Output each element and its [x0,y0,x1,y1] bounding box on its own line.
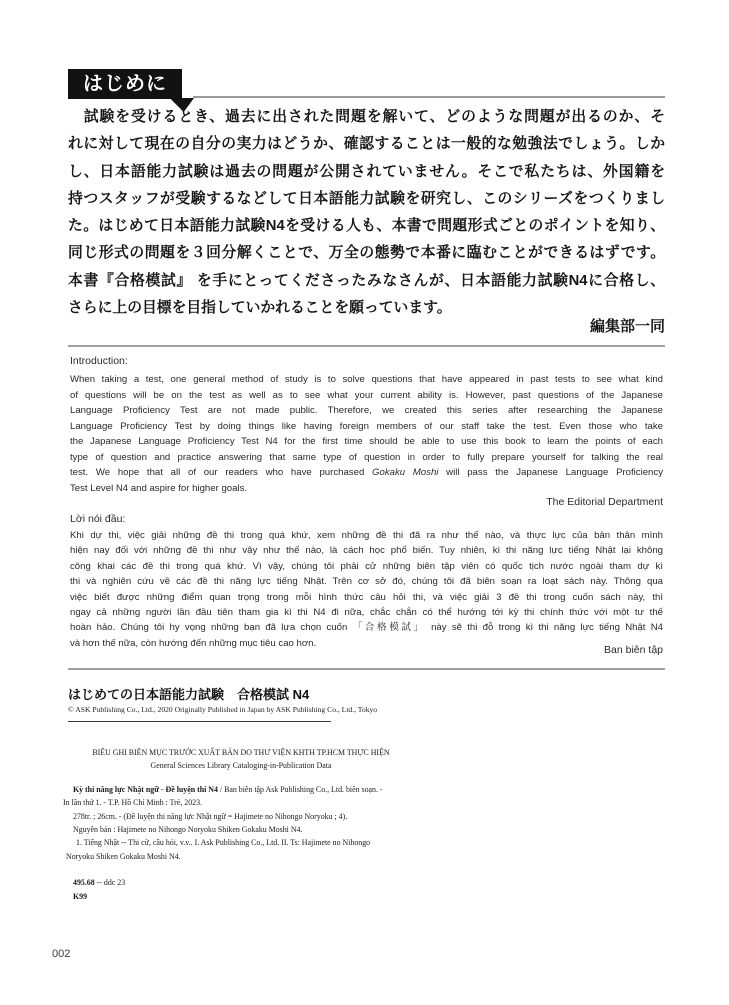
section-heading-badge [68,69,182,99]
vietnamese-intro-paragraph [70,528,663,651]
cip-entry-line: 1. Tiếng Nhật -- Thi cử, câu hỏi, v.v.. I. Ask Publishing Co., Ltd. II. Ts: Hajimete no Nihongo [76,838,371,848]
vietnamese-line: và hơn thế nữa, còn hướng đến những mục tiêu cao hơn. [70,637,317,649]
english-line: the Japanese Language Proficiency Test N4 for the first time should be able to use this book to learn the points of each [70,436,663,447]
english-line-with-italic [70,465,663,481]
cip-ddc-number: 495.68 [73,878,95,888]
cip-block [63,746,419,903]
vietnamese-line: hiện nay đối với những đề thi như vậy như thế nào, là cách học phổ biến. Tuy nhiên, kì thi năng lực tiếng Nhật lại không [70,545,663,557]
english-line-post: will pass the Japanese Language Proficiency [438,467,663,478]
vietnamese-line: việc biết được những điểm quan trọng trong mỗi hình thức câu hỏi thi, và việc giải 3 đề thi trong cuốn sách này, thì [70,591,663,603]
japanese-signature: 編集部一同 [589,318,665,335]
cip-entry-line: 278tr. ; 26cm. - (Đề luyện thi năng lực Nhật ngữ = Hajimete no Nihongo Noryoku ; 4). [73,811,348,821]
cip-entry-line: Nguyên bản : Hajimete no Nihongo Noryoku Shiken Gokaku Moshi N4. [73,825,303,835]
cip-entry-line: In lần thứ 1. - T.P. Hồ Chí Minh : Trẻ, 2023. [63,798,203,808]
cip-title-bold: Kỳ thi năng lực Nhật ngữ - Đề luyện thi N4 [73,784,218,794]
cip-ddc-line [63,876,419,889]
heading-rule [193,96,665,98]
japanese-line: た。はじめて日本語能力試験N4を受ける人も、本書で問題形式ごとのポイントを知り、 [68,218,665,235]
vietnamese-line: Khi dự thi, việc giải những đề thi trong quá khứ, xem những đề thi đã ra như thế nào, và thực lực của bản thân mình [70,530,663,541]
cip-heading-english: General Sciences Library Cataloging-in-Publication Data [150,761,332,771]
english-line: When taking a test, one general method of study is to solve questions that have appeared in past tests to see what kind [70,374,663,385]
japanese-line: 本書『合格模試』 を手にとってくださったみなさんが、日本語能力試験N4に合格し、 [68,272,665,289]
english-line-pre: test. We hope that all of our readers who have purchased [70,467,373,478]
english-heading: Introduction: [70,355,128,367]
cip-title-rest: / Ban biên tập Ask Publishing Co., Ltd. biên soạn. - [217,784,383,794]
english-line: Language Proficiency Test are not made public. Therefore, we created this series after researching the Japanese [70,405,663,416]
japanese-line: さらに上の目標を目指していかれることを願っています。 [68,300,452,317]
english-line: Language Proficiency Test by doing things like having foreign members of our staff take the test. Even those who take [70,420,663,432]
section-divider [68,345,665,347]
cip-heading-vietnamese: BIỂU GHI BIÊN MỤC TRƯỚC XUẤT BẢN DO THƯ VIỆN KHTH TP.HCM THỰC HIỆN [92,748,390,757]
section-divider [68,668,665,670]
english-line: type of question and practice answering that same type of question in order to fully prepare yourself for talking the real [70,451,663,463]
english-intro-paragraph [70,372,663,496]
japanese-line: れに対して現在の自分の実力はどうか、確認することは一般的な勉強法でしょう。しか [68,136,665,153]
book-title-italic: Gokaku Moshi [372,467,439,478]
cip-entry-title [63,783,419,796]
book-title: はじめての日本語能力試験 合格模試 N4 [68,687,310,702]
japanese-line: 持つスタッフが受験するなどして日本語能力試験を研究し、このシリーズをつくりまし [68,190,665,207]
copyright-underline [68,721,331,722]
japanese-line: 同じ形式の問題を３回分解くことで、万全の態勢で本番に臨むことができるはずです。 [68,245,665,262]
vietnamese-line: ngay cả những người lần đầu tiên tham gia kì thi N4 đi nữa, chắc chắn có thể hướng tới kỳ thi chính thức với một tư thế [70,606,663,618]
vietnamese-line: công khai các đề thi trong quá khứ. Vì vậy, chúng tôi phải cử những biên tập viên có quốc tịch nước ngoài tham dự kì [70,560,663,572]
japanese-intro-paragraph [68,104,665,322]
page-number: 002 [52,948,71,960]
cip-cutter-number: K99 [73,891,88,901]
english-line: of questions will be on the test as well as to see what your current ability is. However, past questions of the Japanese [70,389,663,401]
cip-spacer [63,863,419,876]
japanese-line: 試験を受けるとき、過去に出された問題を解いて、どのような問題が出るのか、そ [68,109,665,125]
section-heading-text: はじめに [83,73,167,95]
cip-spacer [63,773,419,783]
vietnamese-heading: Lời nói đầu: [70,513,126,525]
copyright-notice: © ASK Publishing Co., Ltd., 2020 Originally Published in Japan by ASK Publishing Co., Ltd., Tokyo [68,705,378,714]
vietnamese-line: thi và nghiên cứu về các đề thi năng lực tiếng Nhật. Trên cơ sở đó, chúng tôi đã biên soạn ra loạt sách này. Thông qua [70,576,663,588]
vietnamese-signature: Ban biên tập [604,644,663,656]
vietnamese-line: hoàn hảo. Chúng tôi hy vọng những bạn đã lựa chọn cuốn 「合格模試」 này sẽ thi đỗ trong kì thi năng lực tiếng Nhật N4 [70,622,663,634]
cip-entry-line: Noryoku Shiken Gokaku Moshi N4. [66,851,181,861]
cip-ddc-rest: -- ddc 23 [94,878,126,888]
japanese-line: し、日本語能力試験は過去の問題が公開されていません。そこで私たちは、外国籍を [68,163,665,180]
english-signature: The Editorial Department [546,496,663,508]
english-line: Test Level N4 and aspire for higher goals. [70,482,248,494]
